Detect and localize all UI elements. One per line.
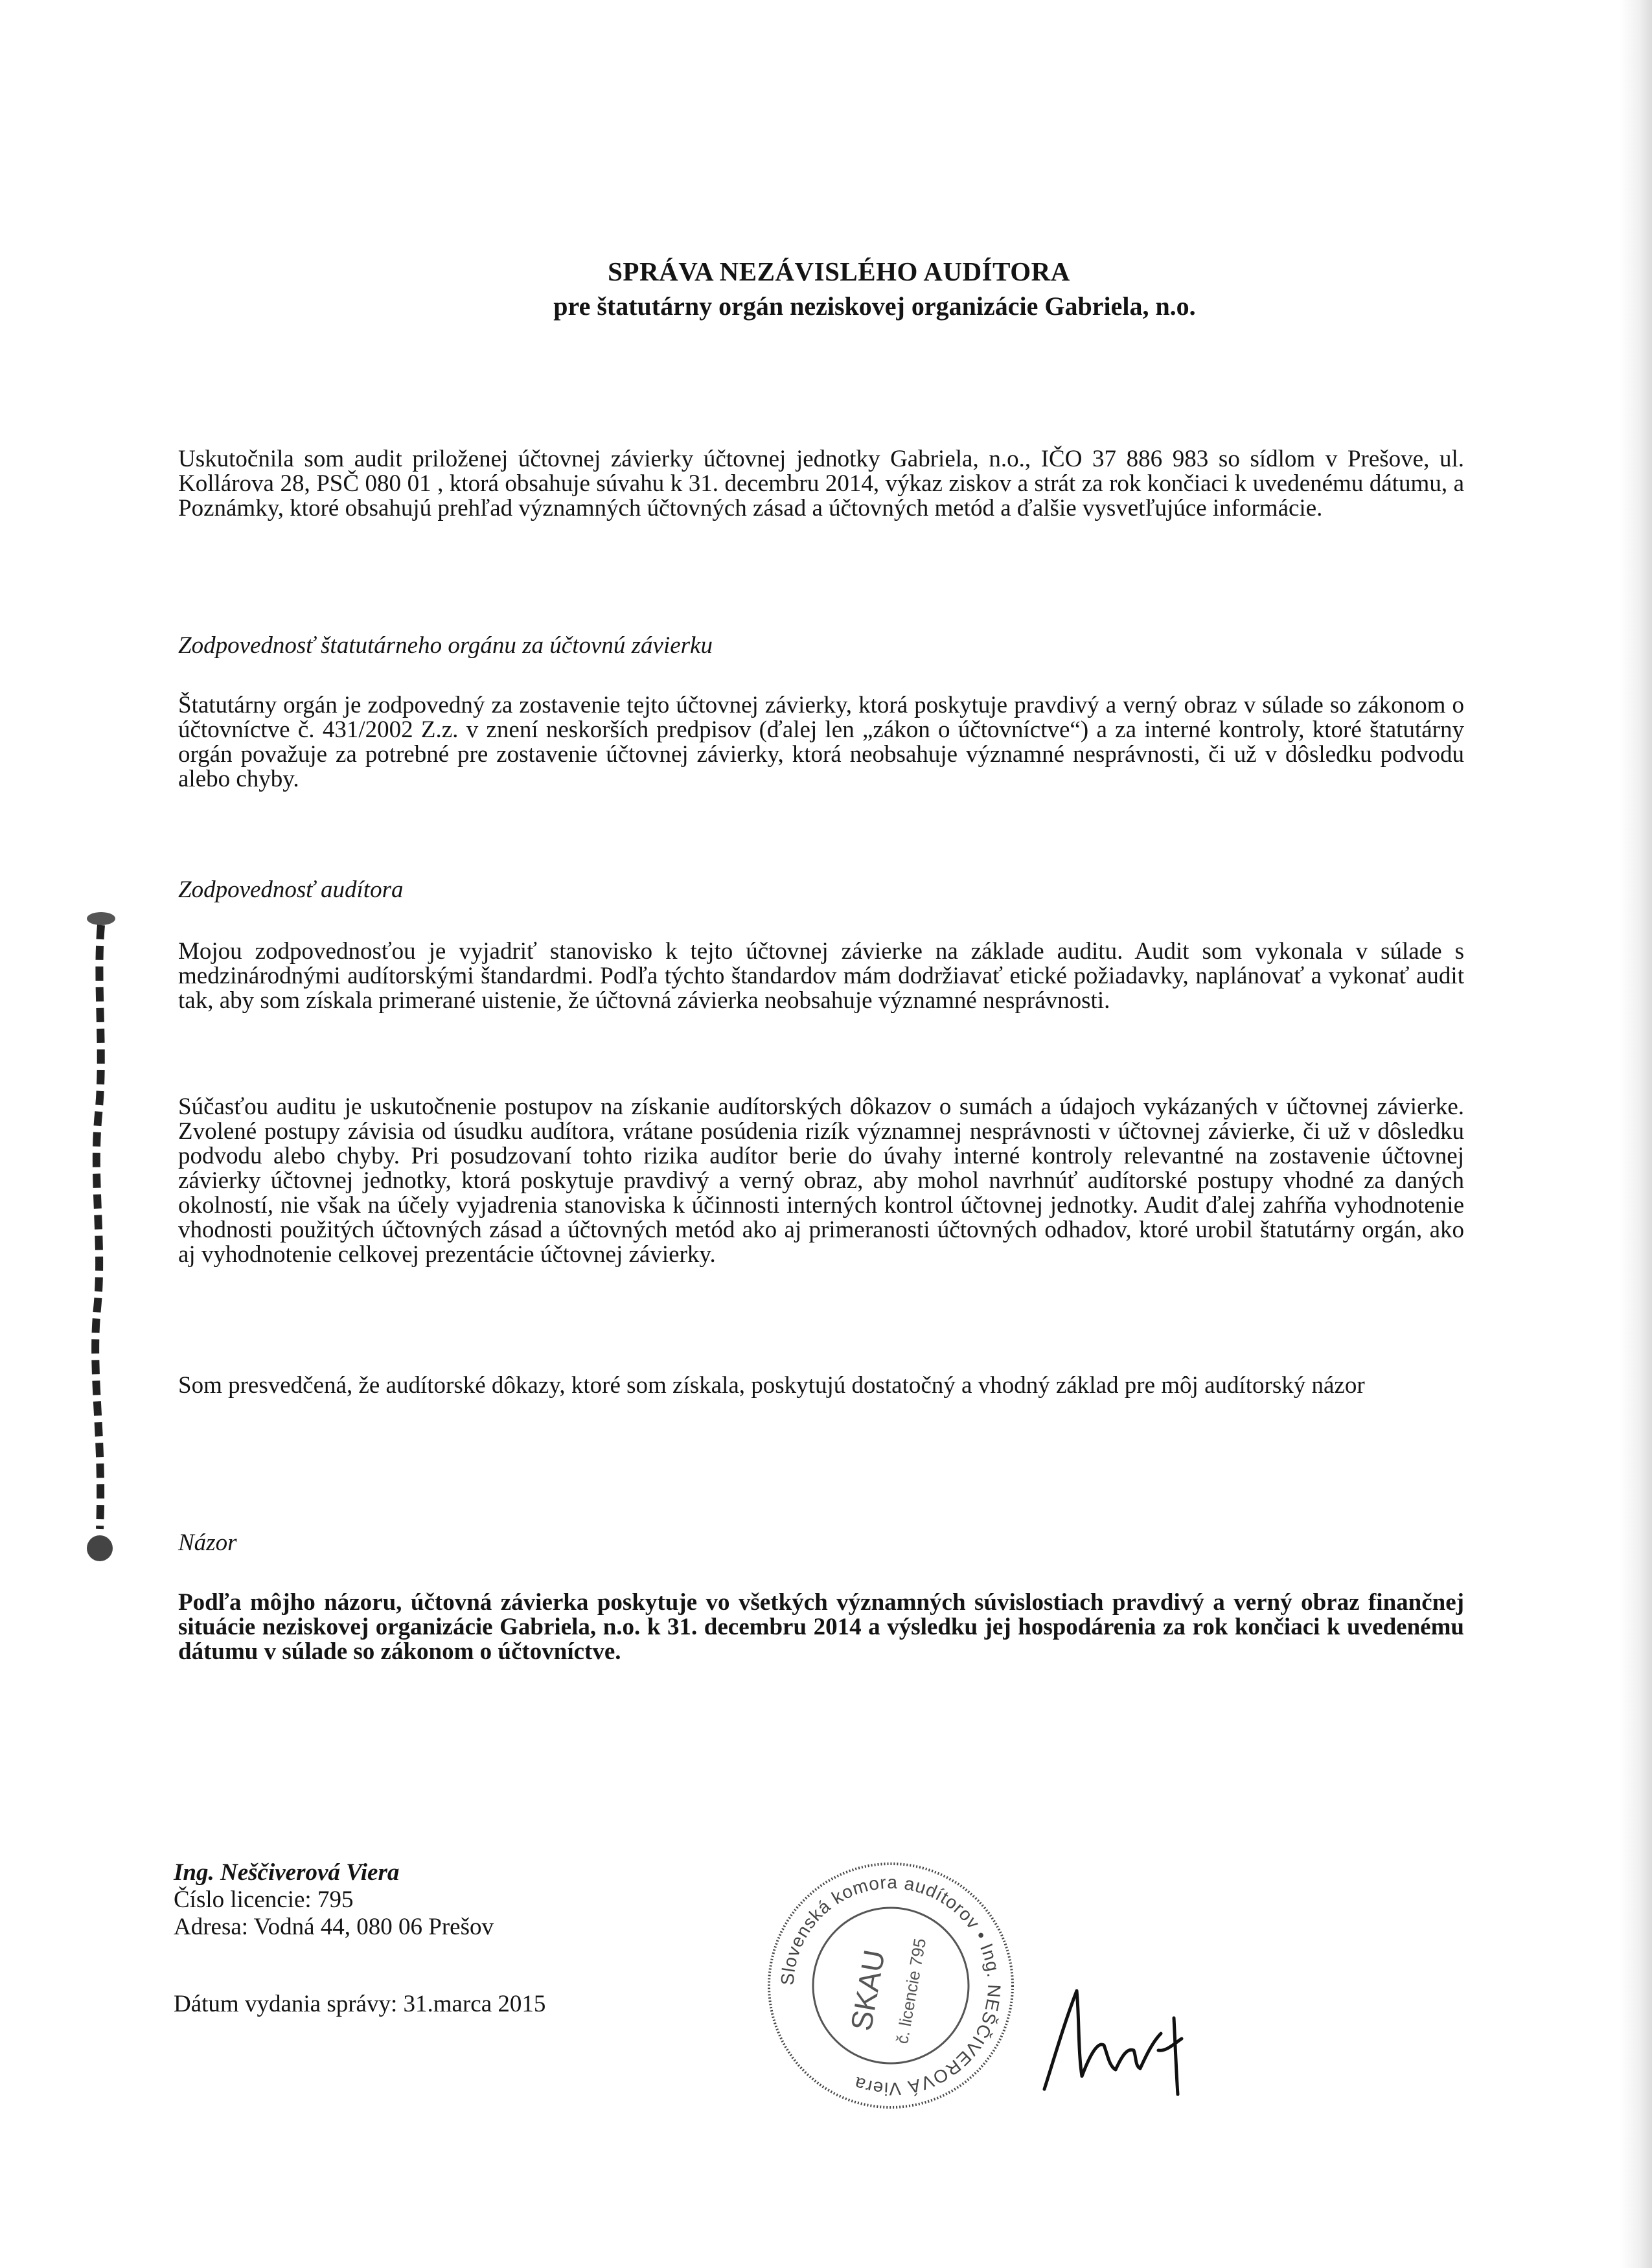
- document-subtitle: pre štatutárny orgán neziskovej organizácie Gabriela, n.o.: [553, 292, 1196, 321]
- statutory-responsibility-paragraph: Štatutárny orgán je zodpovedný za zostavenie tejto účtovnej závierky, ktorá poskytuje pravdivý a verný obraz v súlade so zákonom o účtovníctve č. 431/2002 Z.z. v znení neskorších predpisov (ďalej len „zákon o účtovníctve“) a za interné kontroly, ktoré štatutárny orgán považuje za potrebné pre zostavenie účtovnej závierky, ktorá neobsahuje významné nesprávnosti, či už v dôsledku podvodu alebo chyby.: [178, 692, 1464, 792]
- auditor-stamp: [764, 1859, 1017, 2112]
- auditor-address: Adresa: Vodná 44, 080 06 Prešov: [174, 1914, 494, 1940]
- auditor-responsibility-paragraph-3: Som presvedčená, že audítorské dôkazy, ktoré som získala, poskytujú dostatočný a vhodný základ pre môj audítorský názor: [178, 1372, 1365, 1399]
- auditor-responsibility-heading: Zodpovednosť audítora: [178, 876, 404, 903]
- opinion-heading: Názor: [178, 1529, 237, 1556]
- document-title: SPRÁVA NEZÁVISLÉHO AUDÍTORA: [608, 257, 1070, 286]
- auditor-name: Ing. Neščiverová Viera: [174, 1859, 400, 1886]
- auditor-responsibility-paragraph-1: Mojou zodpovednosťou je vyjadriť stanovisko k tejto účtovnej závierke na základe auditu. Audit som vykonala v súlade s medzinárodnými audítorskými štandardmi. Podľa týchto štandardov mám dodržiavať etické požiadavky, naplánovať a vykonať audit tak, aby som získala primerané uistenie, že účtovná závierka neobsahuje významné nesprávnosti.: [178, 938, 1464, 1014]
- stamp-ring-text: Slovenská komora audítorov • Ing. NEŠČIVEROVÁ Viera: [777, 1872, 1005, 2100]
- report-date: Dátum vydania správy: 31.marca 2015: [174, 1991, 546, 2017]
- auditor-responsibility-paragraph-2: Súčasťou auditu je uskutočnenie postupov na získanie audítorských dôkazov o sumách a údajoch vykázaných v účtovnej závierke. Zvolené postupy závisia od úsudku audítora, vrátane posúdenia rizík významnej nesprávnosti v účtovnej závierke, či už v dôsledku podvodu alebo chyby. Pri posudzovaní tohto rizika audítor berie do úvahy interné kontroly relevantné na zostavenie účtovnej závierky účtovnej jednotky, ktorá poskytuje pravdivý a verný obraz, aby mohol navrhnúť audítorské postupy vhodné za daných okolností, nie však na účely vyjadrenia stanoviska k účinnosti interných kontrol účtovnej jednotky. Audit ďalej zahŕňa vyhodnotenie vhodnosti použitých účtovných zásad a účtovných metód ako aj primeranosti účtovných odhadov, ktoré urobil štatutárny orgán, ako aj vyhodnotenie celkovej prezentácie účtovnej závierky.: [178, 1094, 1464, 1268]
- stamp-license-text: č. licencie 795: [892, 1936, 930, 2046]
- opinion-paragraph: Podľa môjho názoru, účtovná závierka poskytuje vo všetkých významných súvislostiach pravdivý a verný obraz finančnej situácie neziskovej organizácie Gabriela, n.o. k 31. decembru 2014 a výsledku jej hospodárenia za rok končiaci k uvedenému dátumu v súlade so zákonom o účtovníctve.: [178, 1589, 1464, 1665]
- binding-cord: [82, 907, 120, 1564]
- scan-edge-shadow: [1620, 0, 1652, 2268]
- svg-text:Slovenská komora audítorov • I: [777, 1872, 1005, 2099]
- statutory-responsibility-heading: Zodpovednosť štatutárneho orgánu za účtovnú závierku: [178, 632, 713, 659]
- title-block: [0, 256, 1652, 321]
- license-number: Číslo licencie: 795: [174, 1886, 354, 1913]
- intro-paragraph: Uskutočnila som audit priloženej účtovnej závierky účtovnej jednotky Gabriela, n.o., IČO 37 886 983 so sídlom v Prešove, ul. Kollárova 28, PSČ 080 01 , ktorá obsahuje súvahu k 31. decembru 2014, výkaz ziskov a strát za rok končiaci k uvedenému dátumu, a Poznámky, ktoré obsahujú prehľad významných účtovných zásad a účtovných metód a ďalšie vysvetľujúce informácie.: [178, 446, 1464, 521]
- handwritten-signature: [1037, 1979, 1205, 2096]
- stamp-center-text: SKAU: [843, 1947, 891, 2033]
- auditor-details: [174, 1859, 494, 1941]
